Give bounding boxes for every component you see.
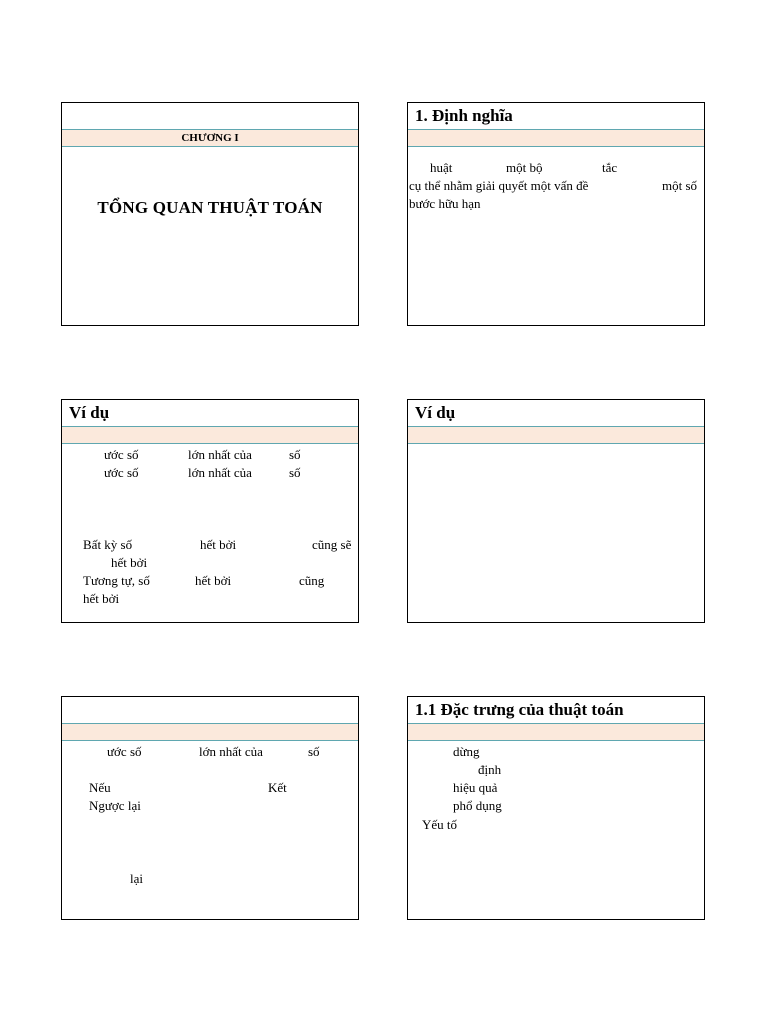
body-text: lớn nhất của [188, 447, 252, 462]
slide-2 [407, 102, 705, 326]
body-text: số [289, 465, 301, 480]
body-text: lớn nhất của [188, 465, 252, 480]
title-row [62, 400, 358, 426]
body-text: phổ dụng [453, 798, 502, 813]
body-text: hết bởi [111, 555, 148, 570]
body-text: lớn nhất của [199, 744, 263, 759]
body-text: ước số [107, 744, 142, 759]
body-text: một số [662, 178, 698, 193]
chapter-title: TỔNG QUAN THUẬT TOÁN [97, 198, 323, 217]
body-text: Kết [268, 780, 287, 795]
title-row [408, 697, 704, 723]
body-text: hết bởi [195, 573, 232, 588]
body-text: một bộ [506, 160, 543, 175]
title-band [408, 723, 704, 741]
body-text: định [478, 762, 502, 777]
body-text: cũng [299, 573, 325, 588]
body-text: Yếu tố [422, 817, 458, 832]
slide-6 [407, 696, 705, 920]
body-text: cũng sẽ [312, 537, 352, 552]
body-text: Nếu [89, 780, 111, 795]
body-text: tắc [602, 160, 618, 175]
body-text: hết bởi [200, 537, 237, 552]
body-text: ước số [104, 447, 139, 462]
slide-4 [407, 399, 705, 623]
body-text: số [289, 447, 301, 462]
body-text: số [308, 744, 320, 759]
title-band [408, 426, 704, 444]
body-text: Ngược lại [89, 798, 141, 813]
slide-5 [61, 696, 359, 920]
title-row [408, 103, 704, 129]
chapter-label: CHƯƠNG I [181, 132, 239, 144]
body-text: cụ thể nhằm giải quyết một vấn đề [409, 178, 589, 193]
title-band [62, 426, 358, 444]
title-row [62, 697, 358, 723]
body-text: hết bởi [83, 591, 120, 606]
slide-title: 1.1 Đặc trưng của thuật toán [415, 700, 624, 719]
body-text: huật [430, 160, 453, 175]
title-band [62, 129, 358, 147]
title-band [62, 723, 358, 741]
slide-1 [61, 102, 359, 326]
body-text: dừng [453, 744, 480, 759]
slide-title: Ví dụ [69, 403, 110, 422]
body-text: ước số [104, 465, 139, 480]
body-text: Bất kỳ số [83, 537, 133, 552]
slide-title: 1. Định nghĩa [415, 106, 513, 125]
body-text: Tương tự, số [83, 573, 150, 588]
body-text: lại [130, 871, 143, 886]
title-row [408, 400, 704, 426]
body-text: hiệu quả [453, 780, 498, 795]
slide-3 [61, 399, 359, 623]
slide-title: Ví dụ [415, 403, 456, 422]
body-text: bước hữu hạn [409, 196, 481, 211]
title-band [408, 129, 704, 147]
